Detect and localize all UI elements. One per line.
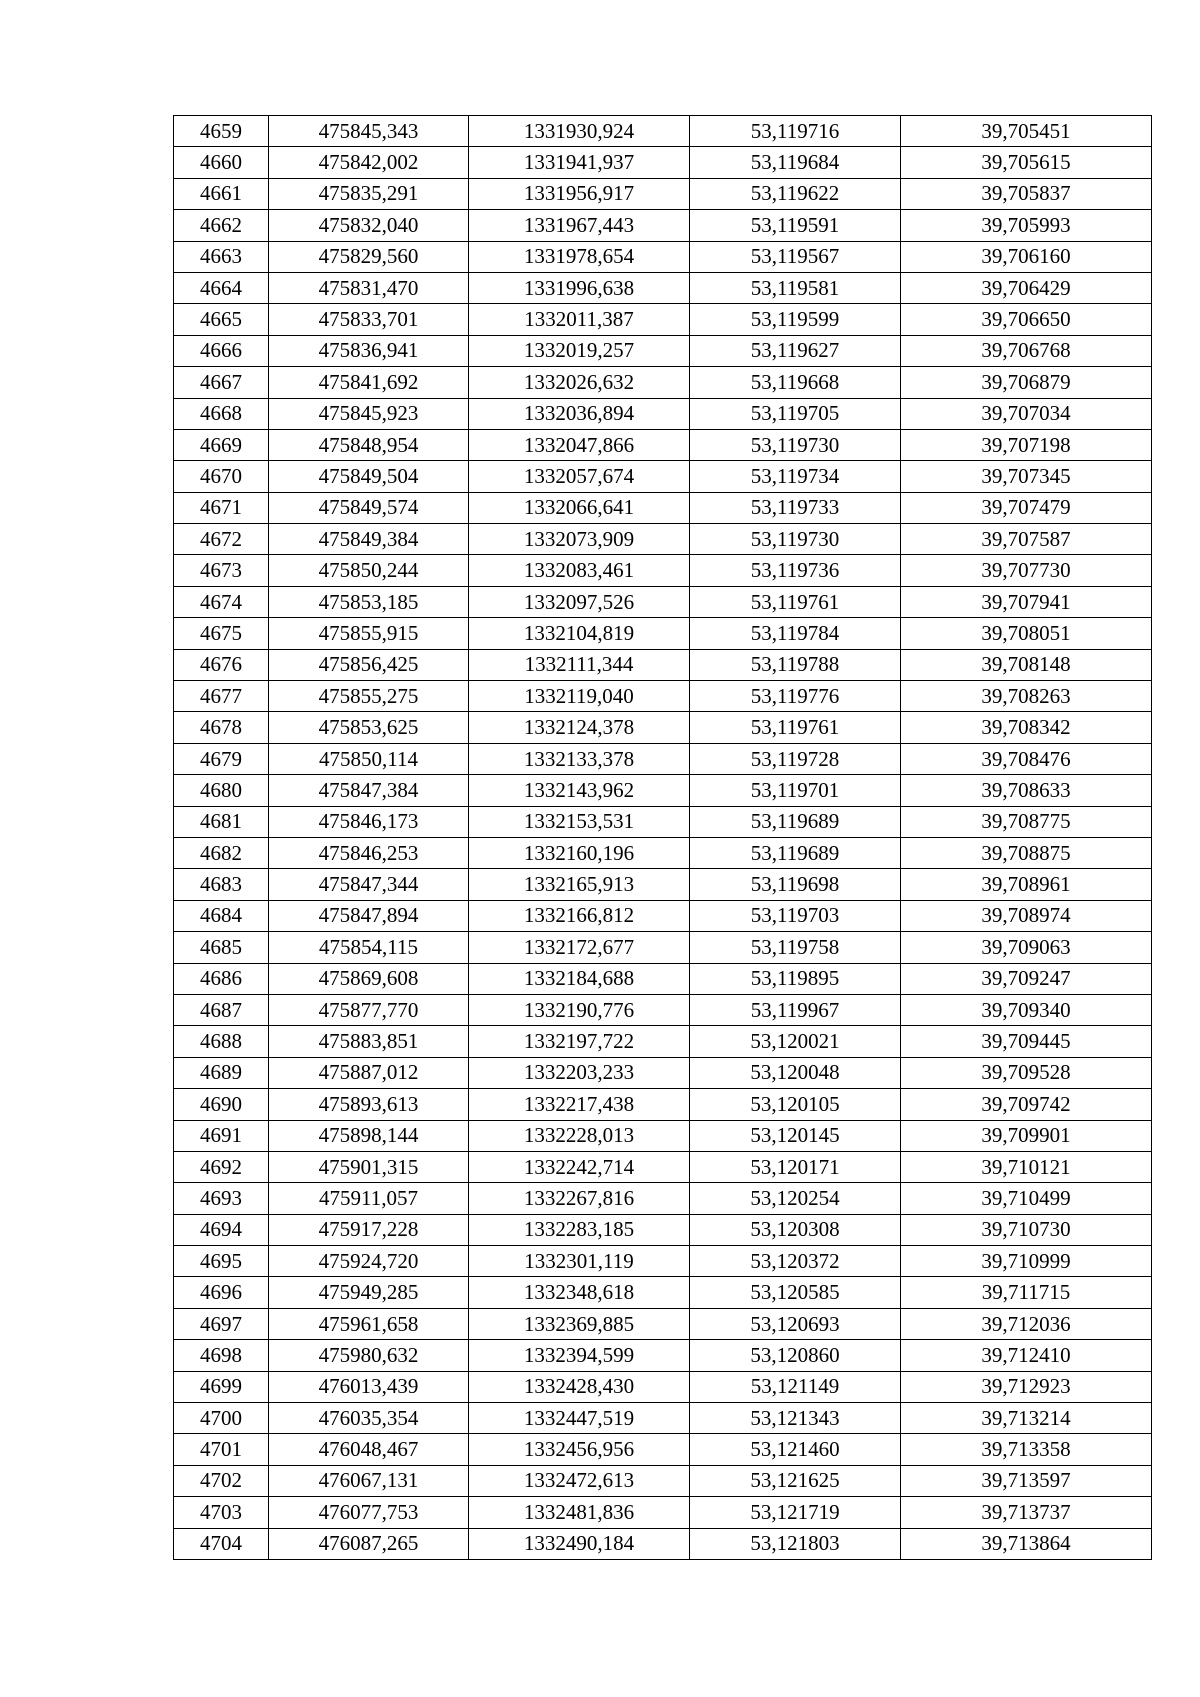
point-number-cell: 4681 bbox=[174, 806, 269, 837]
latitude-cell: 53,119736 bbox=[690, 555, 901, 586]
y-coordinate-cell: 1332166,812 bbox=[469, 900, 690, 931]
table-row bbox=[174, 555, 1152, 586]
table-row bbox=[174, 869, 1152, 900]
x-coordinate-cell: 475848,954 bbox=[269, 429, 469, 460]
latitude-cell: 53,119758 bbox=[690, 932, 901, 963]
table-row bbox=[174, 492, 1152, 523]
x-coordinate-cell: 475850,114 bbox=[269, 743, 469, 774]
point-number-cell: 4667 bbox=[174, 367, 269, 398]
point-number-cell: 4692 bbox=[174, 1151, 269, 1182]
y-coordinate-cell: 1332203,233 bbox=[469, 1057, 690, 1088]
longitude-cell: 39,709063 bbox=[901, 932, 1152, 963]
point-number-cell: 4663 bbox=[174, 241, 269, 272]
latitude-cell: 53,120048 bbox=[690, 1057, 901, 1088]
longitude-cell: 39,708633 bbox=[901, 775, 1152, 806]
table-row bbox=[174, 649, 1152, 680]
table-row bbox=[174, 335, 1152, 366]
longitude-cell: 39,708775 bbox=[901, 806, 1152, 837]
table-row bbox=[174, 178, 1152, 209]
x-coordinate-cell: 475829,560 bbox=[269, 241, 469, 272]
longitude-cell: 39,708263 bbox=[901, 681, 1152, 712]
y-coordinate-cell: 1332104,819 bbox=[469, 618, 690, 649]
point-number-cell: 4666 bbox=[174, 335, 269, 366]
longitude-cell: 39,706768 bbox=[901, 335, 1152, 366]
point-number-cell: 4687 bbox=[174, 994, 269, 1025]
y-coordinate-cell: 1331930,924 bbox=[469, 116, 690, 147]
longitude-cell: 39,710730 bbox=[901, 1214, 1152, 1245]
x-coordinate-cell: 475980,632 bbox=[269, 1340, 469, 1371]
table-row bbox=[174, 398, 1152, 429]
x-coordinate-cell: 475847,894 bbox=[269, 900, 469, 931]
y-coordinate-cell: 1332301,119 bbox=[469, 1246, 690, 1277]
y-coordinate-cell: 1332456,956 bbox=[469, 1434, 690, 1465]
longitude-cell: 39,710121 bbox=[901, 1151, 1152, 1182]
y-coordinate-cell: 1332165,913 bbox=[469, 869, 690, 900]
table-row bbox=[174, 429, 1152, 460]
point-number-cell: 4682 bbox=[174, 837, 269, 868]
latitude-cell: 53,119895 bbox=[690, 963, 901, 994]
y-coordinate-cell: 1332143,962 bbox=[469, 775, 690, 806]
x-coordinate-cell: 475883,851 bbox=[269, 1026, 469, 1057]
table-row bbox=[174, 272, 1152, 303]
latitude-cell: 53,119701 bbox=[690, 775, 901, 806]
y-coordinate-cell: 1332011,387 bbox=[469, 304, 690, 335]
x-coordinate-cell: 475887,012 bbox=[269, 1057, 469, 1088]
table-row bbox=[174, 900, 1152, 931]
longitude-cell: 39,707587 bbox=[901, 524, 1152, 555]
longitude-cell: 39,709247 bbox=[901, 963, 1152, 994]
latitude-cell: 53,119734 bbox=[690, 461, 901, 492]
x-coordinate-cell: 476067,131 bbox=[269, 1465, 469, 1496]
longitude-cell: 39,710999 bbox=[901, 1246, 1152, 1277]
table-row bbox=[174, 932, 1152, 963]
y-coordinate-cell: 1332057,674 bbox=[469, 461, 690, 492]
point-number-cell: 4670 bbox=[174, 461, 269, 492]
x-coordinate-cell: 475842,002 bbox=[269, 147, 469, 178]
point-number-cell: 4683 bbox=[174, 869, 269, 900]
longitude-cell: 39,707479 bbox=[901, 492, 1152, 523]
point-number-cell: 4686 bbox=[174, 963, 269, 994]
longitude-cell: 39,713597 bbox=[901, 1465, 1152, 1496]
y-coordinate-cell: 1332394,599 bbox=[469, 1340, 690, 1371]
latitude-cell: 53,119776 bbox=[690, 681, 901, 712]
x-coordinate-cell: 475869,608 bbox=[269, 963, 469, 994]
table-row bbox=[174, 1151, 1152, 1182]
x-coordinate-cell: 475855,275 bbox=[269, 681, 469, 712]
point-number-cell: 4671 bbox=[174, 492, 269, 523]
y-coordinate-cell: 1332083,461 bbox=[469, 555, 690, 586]
x-coordinate-cell: 475831,470 bbox=[269, 272, 469, 303]
longitude-cell: 39,712410 bbox=[901, 1340, 1152, 1371]
x-coordinate-cell: 475846,173 bbox=[269, 806, 469, 837]
x-coordinate-cell: 475836,941 bbox=[269, 335, 469, 366]
longitude-cell: 39,711715 bbox=[901, 1277, 1152, 1308]
longitude-cell: 39,705837 bbox=[901, 178, 1152, 209]
x-coordinate-cell: 475949,285 bbox=[269, 1277, 469, 1308]
x-coordinate-cell: 475849,574 bbox=[269, 492, 469, 523]
y-coordinate-cell: 1332036,894 bbox=[469, 398, 690, 429]
longitude-cell: 39,707941 bbox=[901, 586, 1152, 617]
y-coordinate-cell: 1332428,430 bbox=[469, 1371, 690, 1402]
table-row bbox=[174, 1528, 1152, 1559]
point-number-cell: 4690 bbox=[174, 1089, 269, 1120]
latitude-cell: 53,119627 bbox=[690, 335, 901, 366]
x-coordinate-cell: 475833,701 bbox=[269, 304, 469, 335]
point-number-cell: 4695 bbox=[174, 1246, 269, 1277]
point-number-cell: 4660 bbox=[174, 147, 269, 178]
x-coordinate-cell: 475835,291 bbox=[269, 178, 469, 209]
point-number-cell: 4668 bbox=[174, 398, 269, 429]
point-number-cell: 4669 bbox=[174, 429, 269, 460]
longitude-cell: 39,713864 bbox=[901, 1528, 1152, 1559]
latitude-cell: 53,121719 bbox=[690, 1497, 901, 1528]
longitude-cell: 39,706160 bbox=[901, 241, 1152, 272]
table-row bbox=[174, 1308, 1152, 1339]
y-coordinate-cell: 1332097,526 bbox=[469, 586, 690, 617]
longitude-cell: 39,705451 bbox=[901, 116, 1152, 147]
table-row bbox=[174, 1089, 1152, 1120]
table-row bbox=[174, 241, 1152, 272]
latitude-cell: 53,120145 bbox=[690, 1120, 901, 1151]
point-number-cell: 4702 bbox=[174, 1465, 269, 1496]
x-coordinate-cell: 475854,115 bbox=[269, 932, 469, 963]
table-row bbox=[174, 775, 1152, 806]
y-coordinate-cell: 1332369,885 bbox=[469, 1308, 690, 1339]
y-coordinate-cell: 1332481,836 bbox=[469, 1497, 690, 1528]
point-number-cell: 4664 bbox=[174, 272, 269, 303]
latitude-cell: 53,119967 bbox=[690, 994, 901, 1025]
coordinates-table-body bbox=[174, 116, 1152, 1560]
latitude-cell: 53,119668 bbox=[690, 367, 901, 398]
longitude-cell: 39,707034 bbox=[901, 398, 1152, 429]
table-row bbox=[174, 1214, 1152, 1245]
x-coordinate-cell: 475849,384 bbox=[269, 524, 469, 555]
x-coordinate-cell: 476035,354 bbox=[269, 1403, 469, 1434]
latitude-cell: 53,121625 bbox=[690, 1465, 901, 1496]
table-row bbox=[174, 1497, 1152, 1528]
latitude-cell: 53,120105 bbox=[690, 1089, 901, 1120]
point-number-cell: 4675 bbox=[174, 618, 269, 649]
table-row bbox=[174, 367, 1152, 398]
x-coordinate-cell: 475856,425 bbox=[269, 649, 469, 680]
latitude-cell: 53,119761 bbox=[690, 712, 901, 743]
y-coordinate-cell: 1331967,443 bbox=[469, 210, 690, 241]
point-number-cell: 4704 bbox=[174, 1528, 269, 1559]
table-row bbox=[174, 1120, 1152, 1151]
latitude-cell: 53,120308 bbox=[690, 1214, 901, 1245]
longitude-cell: 39,707198 bbox=[901, 429, 1152, 460]
latitude-cell: 53,119730 bbox=[690, 429, 901, 460]
table-row bbox=[174, 681, 1152, 712]
table-row bbox=[174, 837, 1152, 868]
longitude-cell: 39,709445 bbox=[901, 1026, 1152, 1057]
x-coordinate-cell: 475832,040 bbox=[269, 210, 469, 241]
longitude-cell: 39,708051 bbox=[901, 618, 1152, 649]
longitude-cell: 39,709528 bbox=[901, 1057, 1152, 1088]
latitude-cell: 53,119703 bbox=[690, 900, 901, 931]
point-number-cell: 4703 bbox=[174, 1497, 269, 1528]
latitude-cell: 53,119689 bbox=[690, 837, 901, 868]
x-coordinate-cell: 475877,770 bbox=[269, 994, 469, 1025]
point-number-cell: 4700 bbox=[174, 1403, 269, 1434]
latitude-cell: 53,119788 bbox=[690, 649, 901, 680]
point-number-cell: 4698 bbox=[174, 1340, 269, 1371]
y-coordinate-cell: 1332160,196 bbox=[469, 837, 690, 868]
point-number-cell: 4685 bbox=[174, 932, 269, 963]
latitude-cell: 53,119567 bbox=[690, 241, 901, 272]
longitude-cell: 39,708476 bbox=[901, 743, 1152, 774]
y-coordinate-cell: 1332124,378 bbox=[469, 712, 690, 743]
y-coordinate-cell: 1332153,531 bbox=[469, 806, 690, 837]
point-number-cell: 4678 bbox=[174, 712, 269, 743]
table-row bbox=[174, 1340, 1152, 1371]
point-number-cell: 4673 bbox=[174, 555, 269, 586]
longitude-cell: 39,708961 bbox=[901, 869, 1152, 900]
x-coordinate-cell: 475846,253 bbox=[269, 837, 469, 868]
y-coordinate-cell: 1332184,688 bbox=[469, 963, 690, 994]
longitude-cell: 39,706650 bbox=[901, 304, 1152, 335]
longitude-cell: 39,706879 bbox=[901, 367, 1152, 398]
y-coordinate-cell: 1332073,909 bbox=[469, 524, 690, 555]
table-row bbox=[174, 1403, 1152, 1434]
point-number-cell: 4697 bbox=[174, 1308, 269, 1339]
coordinates-table bbox=[173, 115, 1152, 1560]
longitude-cell: 39,709742 bbox=[901, 1089, 1152, 1120]
table-row bbox=[174, 461, 1152, 492]
x-coordinate-cell: 475850,244 bbox=[269, 555, 469, 586]
latitude-cell: 53,121460 bbox=[690, 1434, 901, 1465]
table-row bbox=[174, 1057, 1152, 1088]
y-coordinate-cell: 1332242,714 bbox=[469, 1151, 690, 1182]
point-number-cell: 4676 bbox=[174, 649, 269, 680]
latitude-cell: 53,120171 bbox=[690, 1151, 901, 1182]
point-number-cell: 4680 bbox=[174, 775, 269, 806]
x-coordinate-cell: 475849,504 bbox=[269, 461, 469, 492]
longitude-cell: 39,712923 bbox=[901, 1371, 1152, 1402]
y-coordinate-cell: 1332190,776 bbox=[469, 994, 690, 1025]
y-coordinate-cell: 1332197,722 bbox=[469, 1026, 690, 1057]
latitude-cell: 53,119733 bbox=[690, 492, 901, 523]
longitude-cell: 39,705615 bbox=[901, 147, 1152, 178]
longitude-cell: 39,710499 bbox=[901, 1183, 1152, 1214]
point-number-cell: 4662 bbox=[174, 210, 269, 241]
point-number-cell: 4699 bbox=[174, 1371, 269, 1402]
x-coordinate-cell: 475961,658 bbox=[269, 1308, 469, 1339]
point-number-cell: 4665 bbox=[174, 304, 269, 335]
x-coordinate-cell: 475898,144 bbox=[269, 1120, 469, 1151]
latitude-cell: 53,119784 bbox=[690, 618, 901, 649]
latitude-cell: 53,119599 bbox=[690, 304, 901, 335]
longitude-cell: 39,712036 bbox=[901, 1308, 1152, 1339]
x-coordinate-cell: 475917,228 bbox=[269, 1214, 469, 1245]
y-coordinate-cell: 1332047,866 bbox=[469, 429, 690, 460]
latitude-cell: 53,119730 bbox=[690, 524, 901, 555]
latitude-cell: 53,120021 bbox=[690, 1026, 901, 1057]
table-row bbox=[174, 743, 1152, 774]
latitude-cell: 53,121803 bbox=[690, 1528, 901, 1559]
y-coordinate-cell: 1332133,378 bbox=[469, 743, 690, 774]
longitude-cell: 39,707345 bbox=[901, 461, 1152, 492]
point-number-cell: 4689 bbox=[174, 1057, 269, 1088]
x-coordinate-cell: 476013,439 bbox=[269, 1371, 469, 1402]
point-number-cell: 4696 bbox=[174, 1277, 269, 1308]
x-coordinate-cell: 475924,720 bbox=[269, 1246, 469, 1277]
longitude-cell: 39,709340 bbox=[901, 994, 1152, 1025]
longitude-cell: 39,707730 bbox=[901, 555, 1152, 586]
table-row bbox=[174, 963, 1152, 994]
latitude-cell: 53,119684 bbox=[690, 147, 901, 178]
y-coordinate-cell: 1332019,257 bbox=[469, 335, 690, 366]
latitude-cell: 53,121343 bbox=[690, 1403, 901, 1434]
latitude-cell: 53,119698 bbox=[690, 869, 901, 900]
table-row bbox=[174, 994, 1152, 1025]
latitude-cell: 53,120585 bbox=[690, 1277, 901, 1308]
longitude-cell: 39,713737 bbox=[901, 1497, 1152, 1528]
longitude-cell: 39,708342 bbox=[901, 712, 1152, 743]
latitude-cell: 53,119689 bbox=[690, 806, 901, 837]
latitude-cell: 53,119761 bbox=[690, 586, 901, 617]
y-coordinate-cell: 1331996,638 bbox=[469, 272, 690, 303]
longitude-cell: 39,713214 bbox=[901, 1403, 1152, 1434]
y-coordinate-cell: 1332267,816 bbox=[469, 1183, 690, 1214]
longitude-cell: 39,708875 bbox=[901, 837, 1152, 868]
y-coordinate-cell: 1331956,917 bbox=[469, 178, 690, 209]
table-row bbox=[174, 1277, 1152, 1308]
point-number-cell: 4672 bbox=[174, 524, 269, 555]
x-coordinate-cell: 475847,384 bbox=[269, 775, 469, 806]
latitude-cell: 53,119581 bbox=[690, 272, 901, 303]
point-number-cell: 4677 bbox=[174, 681, 269, 712]
point-number-cell: 4684 bbox=[174, 900, 269, 931]
y-coordinate-cell: 1332472,613 bbox=[469, 1465, 690, 1496]
x-coordinate-cell: 475855,915 bbox=[269, 618, 469, 649]
longitude-cell: 39,708148 bbox=[901, 649, 1152, 680]
point-number-cell: 4679 bbox=[174, 743, 269, 774]
table-row bbox=[174, 1434, 1152, 1465]
table-row bbox=[174, 1026, 1152, 1057]
table-row bbox=[174, 1371, 1152, 1402]
x-coordinate-cell: 476077,753 bbox=[269, 1497, 469, 1528]
y-coordinate-cell: 1332026,632 bbox=[469, 367, 690, 398]
point-number-cell: 4694 bbox=[174, 1214, 269, 1245]
table-row bbox=[174, 147, 1152, 178]
y-coordinate-cell: 1332283,185 bbox=[469, 1214, 690, 1245]
table-row bbox=[174, 210, 1152, 241]
y-coordinate-cell: 1332447,519 bbox=[469, 1403, 690, 1434]
x-coordinate-cell: 475853,625 bbox=[269, 712, 469, 743]
point-number-cell: 4661 bbox=[174, 178, 269, 209]
y-coordinate-cell: 1331978,654 bbox=[469, 241, 690, 272]
y-coordinate-cell: 1332066,641 bbox=[469, 492, 690, 523]
latitude-cell: 53,119591 bbox=[690, 210, 901, 241]
y-coordinate-cell: 1332172,677 bbox=[469, 932, 690, 963]
latitude-cell: 53,120693 bbox=[690, 1308, 901, 1339]
latitude-cell: 53,121149 bbox=[690, 1371, 901, 1402]
x-coordinate-cell: 475911,057 bbox=[269, 1183, 469, 1214]
x-coordinate-cell: 475853,185 bbox=[269, 586, 469, 617]
x-coordinate-cell: 475893,613 bbox=[269, 1089, 469, 1120]
x-coordinate-cell: 476048,467 bbox=[269, 1434, 469, 1465]
point-number-cell: 4691 bbox=[174, 1120, 269, 1151]
latitude-cell: 53,119705 bbox=[690, 398, 901, 429]
y-coordinate-cell: 1332217,438 bbox=[469, 1089, 690, 1120]
latitude-cell: 53,119716 bbox=[690, 116, 901, 147]
y-coordinate-cell: 1332490,184 bbox=[469, 1528, 690, 1559]
longitude-cell: 39,709901 bbox=[901, 1120, 1152, 1151]
table-row bbox=[174, 1183, 1152, 1214]
x-coordinate-cell: 476087,265 bbox=[269, 1528, 469, 1559]
table-row bbox=[174, 304, 1152, 335]
point-number-cell: 4701 bbox=[174, 1434, 269, 1465]
table-row bbox=[174, 806, 1152, 837]
y-coordinate-cell: 1332348,618 bbox=[469, 1277, 690, 1308]
point-number-cell: 4688 bbox=[174, 1026, 269, 1057]
table-row bbox=[174, 1246, 1152, 1277]
x-coordinate-cell: 475847,344 bbox=[269, 869, 469, 900]
x-coordinate-cell: 475901,315 bbox=[269, 1151, 469, 1182]
y-coordinate-cell: 1332119,040 bbox=[469, 681, 690, 712]
table-row bbox=[174, 1465, 1152, 1496]
point-number-cell: 4693 bbox=[174, 1183, 269, 1214]
latitude-cell: 53,119622 bbox=[690, 178, 901, 209]
table-row bbox=[174, 712, 1152, 743]
point-number-cell: 4674 bbox=[174, 586, 269, 617]
table-row bbox=[174, 586, 1152, 617]
y-coordinate-cell: 1331941,937 bbox=[469, 147, 690, 178]
latitude-cell: 53,120254 bbox=[690, 1183, 901, 1214]
longitude-cell: 39,705993 bbox=[901, 210, 1152, 241]
longitude-cell: 39,713358 bbox=[901, 1434, 1152, 1465]
table-row bbox=[174, 524, 1152, 555]
x-coordinate-cell: 475845,923 bbox=[269, 398, 469, 429]
table-row bbox=[174, 116, 1152, 147]
latitude-cell: 53,120372 bbox=[690, 1246, 901, 1277]
y-coordinate-cell: 1332228,013 bbox=[469, 1120, 690, 1151]
longitude-cell: 39,708974 bbox=[901, 900, 1152, 931]
table-row bbox=[174, 618, 1152, 649]
y-coordinate-cell: 1332111,344 bbox=[469, 649, 690, 680]
x-coordinate-cell: 475845,343 bbox=[269, 116, 469, 147]
latitude-cell: 53,120860 bbox=[690, 1340, 901, 1371]
point-number-cell: 4659 bbox=[174, 116, 269, 147]
longitude-cell: 39,706429 bbox=[901, 272, 1152, 303]
x-coordinate-cell: 475841,692 bbox=[269, 367, 469, 398]
latitude-cell: 53,119728 bbox=[690, 743, 901, 774]
